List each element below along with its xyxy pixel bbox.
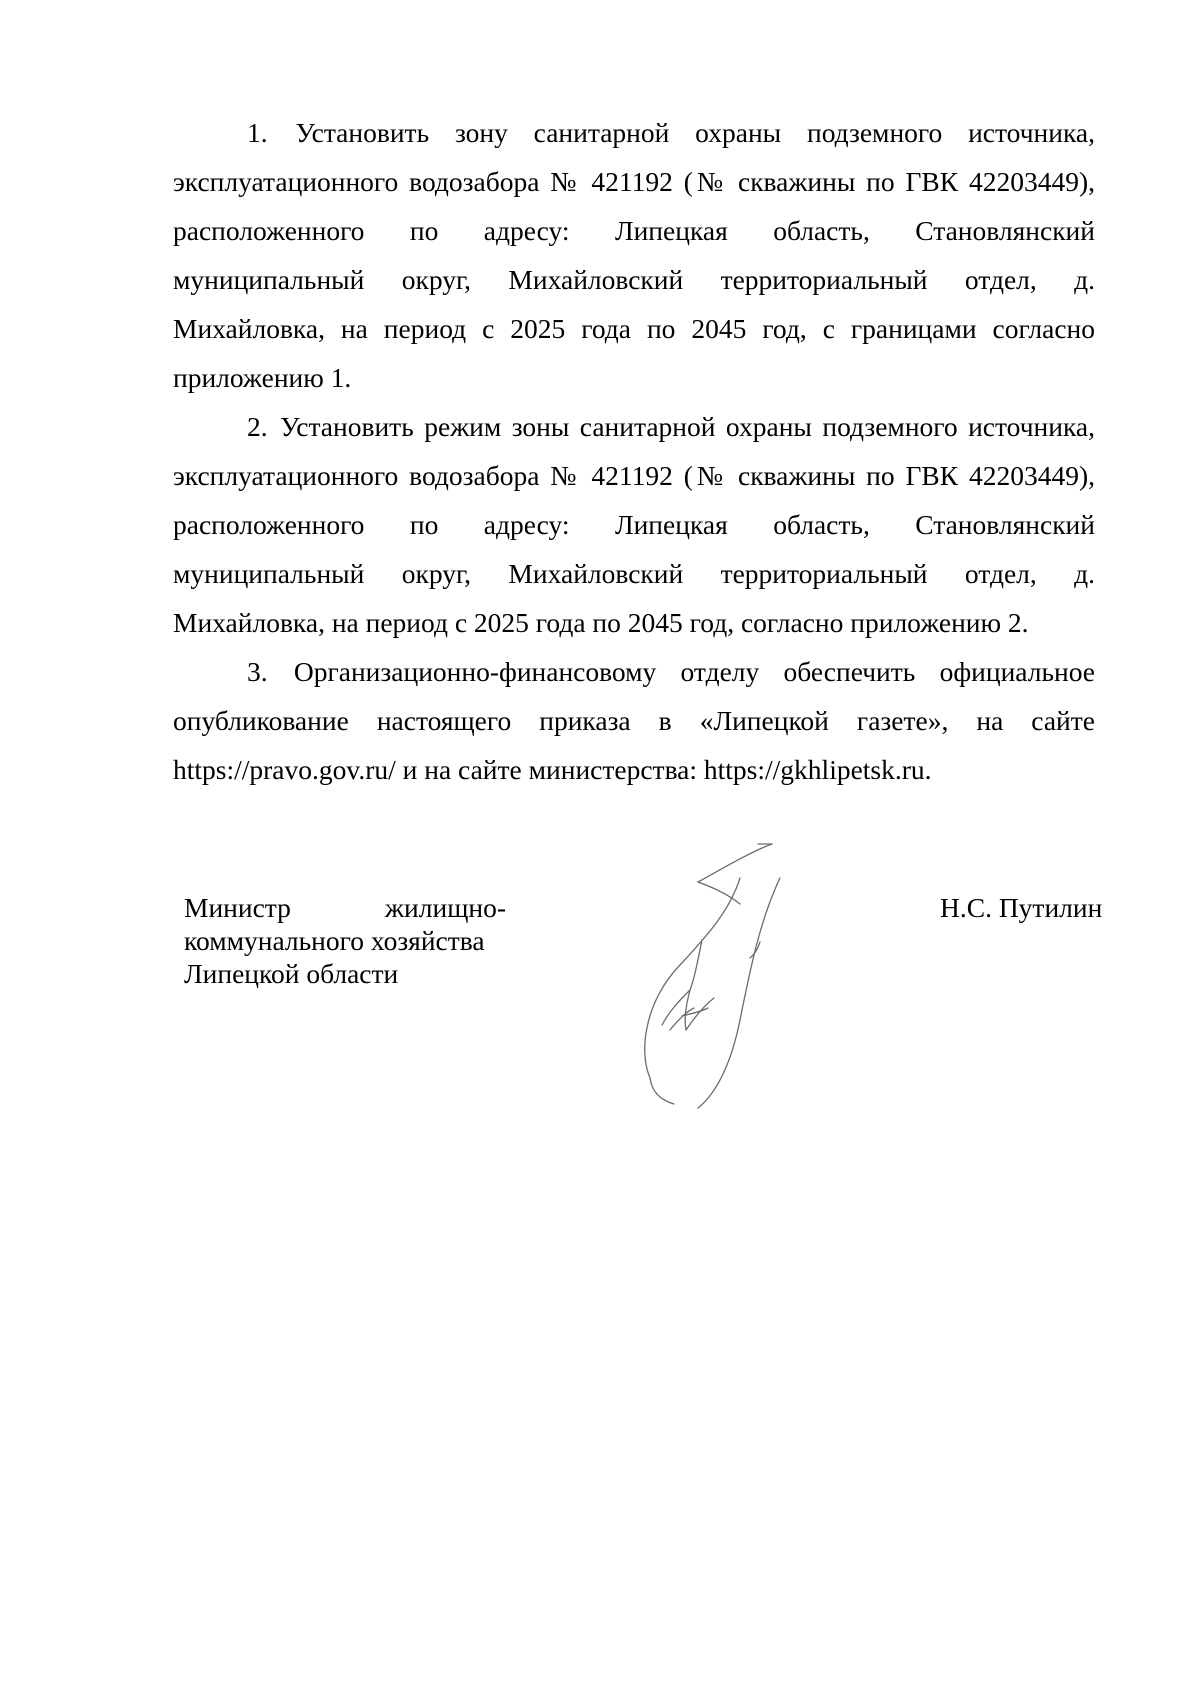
order-item-number: 1. (247, 117, 268, 148)
handwritten-signature-icon (590, 830, 860, 1110)
order-item-2 (173, 402, 1095, 647)
order-item-text: Организационно-финансовому отделу обеспечить официальное опубликование настоящего приказа в «Липецкой газете», на сайте https://pravo.gov.ru/ и на сайте министерства: https://gkhlipetsk.ru. (173, 656, 1096, 785)
signer-position-line: коммунального хозяйства (184, 925, 485, 956)
order-item-text: Установить зону санитарной охраны подземного источника, эксплуатационного водозабора № 421192 (№ скважины по ГВК 42203449), расположенного по адресу: Липецкая область, Становлянский муниципальный округ, Михайловский территориальный отдел, д. Михайловка, на период с 2025 года по 2045 год, с границами согласно приложению 1. (173, 117, 1095, 393)
order-item-text: Установить режим зоны санитарной охраны подземного источника, эксплуатационного водозабора № 421192 (№ скважины по ГВК 42203449), расположенного по адресу: Липецкая область, Становлянский муниципальный округ, Михайловский территориальный отдел, д. Михайловка, на период с 2025 года по 2045 год, согласно приложению 2. (173, 411, 1095, 638)
order-item-number: 3. (247, 656, 268, 687)
order-body (173, 108, 1095, 794)
order-item-3 (173, 647, 1095, 794)
signer-position-line: Министр жилищно- (184, 892, 506, 923)
order-item-1 (173, 108, 1095, 402)
order-item-number: 2. (247, 411, 268, 442)
signer-position (184, 891, 506, 990)
signer-position-line: Липецкой области (184, 958, 399, 989)
signer-name: Н.С. Путилин (940, 892, 1103, 923)
